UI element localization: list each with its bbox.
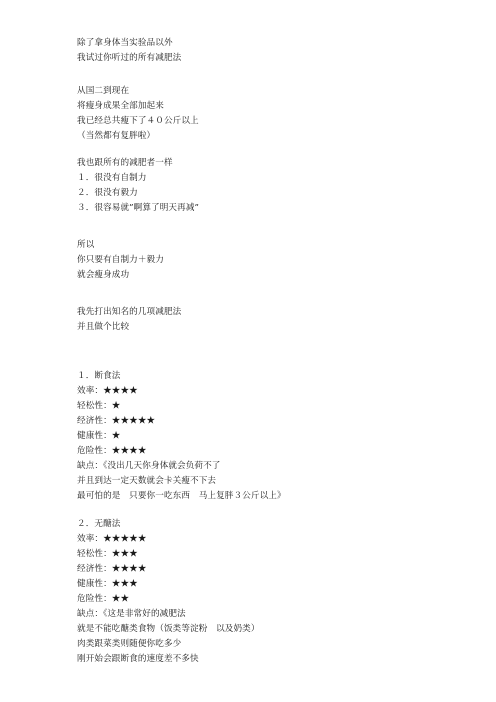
text-line: 健康性：★: [77, 431, 121, 441]
text-line: 经济性：★★★★★: [77, 416, 156, 426]
text-line: ２．无醣法: [77, 519, 121, 529]
text-line: 你只要有自制力＋毅力: [77, 255, 164, 265]
text-line: 刚开始会跟断食的速度差不多快: [77, 654, 199, 664]
text-line: 并且到达一定天数就会卡关瘦不下去: [77, 476, 217, 486]
text-line: 我已经总共瘦下了４０公斤以上: [77, 116, 199, 126]
text-line: 我也跟所有的减肥者一样: [77, 158, 173, 168]
text-line: １．断食法: [77, 371, 121, 381]
text-line: 最可怕的是 只要你一吃东西 马上复胖３公斤以上》: [77, 491, 286, 501]
text-line: 除了拿身体当实验品以外: [77, 38, 173, 48]
text-line: 危险性：★★: [77, 594, 130, 604]
text-line: 就是不能吃醣类食物（饭类等淀粉 以及奶类）: [77, 624, 260, 634]
text-line: 经济性：★★★★: [77, 564, 147, 574]
text-line: 效率：★★★★: [77, 386, 138, 396]
text-line: 我先打出知名的几项减肥法: [77, 307, 182, 317]
text-line: 健康性：★★★: [77, 579, 138, 589]
text-line: 肉类跟菜类则随便你吃多少: [77, 639, 182, 649]
text-line: ２．很没有毅力: [77, 188, 138, 198]
text-line: 就会瘦身成功: [77, 270, 130, 280]
text-line: 将瘦身成果全部加起来: [77, 101, 164, 111]
text-line: 我试过你听过的所有减肥法: [77, 53, 182, 63]
text-line: 轻松性：★: [77, 401, 121, 411]
text-line: 轻松性：★★★: [77, 549, 138, 559]
text-line: 所以: [77, 240, 95, 250]
text-line: 并且做个比较: [77, 322, 130, 332]
text-line: １．很没有自制力: [77, 173, 147, 183]
text-line: 效率：★★★★★: [77, 534, 147, 544]
text-line: （当然都有复胖啦）: [77, 131, 156, 141]
text-line: 缺点：《这是非常好的减肥法: [77, 609, 186, 619]
text-line: 从国二到现在: [77, 86, 130, 96]
text-line: 危险性：★★★★: [77, 446, 147, 456]
text-line: ３．很容易就”啊算了明天再减”: [77, 203, 200, 213]
text-line: 缺点：《没出几天你身体就会负荷不了: [77, 461, 221, 471]
